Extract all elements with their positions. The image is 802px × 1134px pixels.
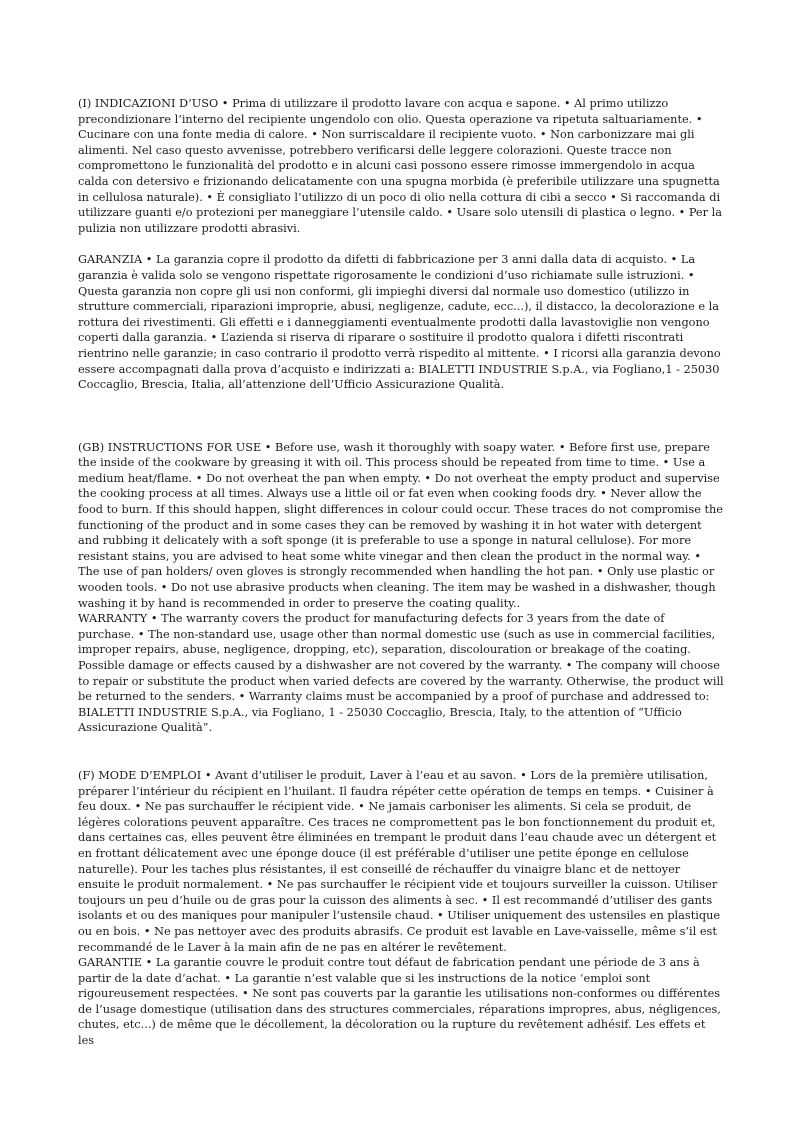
french-warranty: GARANTIE • La garantie couvre le produit contre tout défaut de fabrication pendant une période de 3 ans à partir de la date d’achat. • La garantie n’est valable que si les instructions de la notice ‘emploi sont rigoureusement respectées. • Ne sont pas couverts par la garantie les utilisations non-conformes ou différentes de l’usage domestique (utilisation dans des structures commerciales, réparations impropres, abus, négligences, chutes, etc...) de même que le décollement, la décoloration ou la rupture du revêtement adhésif. Les effets et les: [78, 956, 721, 1048]
english-warranty: WARRANTY • The warranty covers the product for manufacturing defects for 3 years from the date of purchase. • The non-standard use, usage other than normal domestic use (such as use in commercial facilities, improper repairs, abuse, negligence, dropping, etc), separation, discolouration or breakage of the coating. Possible damage or effects caused by a dishwasher are not covered by the warranty. • The company will choose to repair or substitute the product when varied defects are covered by the warranty. Otherwise, the product will be returned to the senders. • Warranty claims must be accompanied by a proof of purchase and addressed to: BIALETTI INDUSTRIE S.p.A., via Fogliano, 1 - 25030 Coccaglio, Brescia, Italy, to the attention of “Ufficio Assicurazione Qualità”.: [78, 612, 724, 735]
document-page: [78, 96, 724, 1049]
italian-instructions: (I) INDICAZIONI D’USO • Prima di utilizzare il prodotto lavare con acqua e sapone. • Al primo utilizzo precondizionare l’interno del recipiente ungendolo con olio. Questa operazione va ripetuta saltuariamente. • Cucinare con una fonte media di calore. • Non surriscaldare il recipiente vuoto. • Non carbonizzare mai gli alimenti. Nel caso questo avvenisse, potrebbero verificarsi delle leggere colorazioni. Queste tracce non compromettono le funzionalità del prodotto e in alcuni casi possono essere rimosse immergendolo in acqua calda con detersivo e frizionando delicatamente con una spugna morbida (è preferibile utilizzare una spugnetta in cellulosa naturale). • È consigliato l’utilizzo di un poco di olio nella cottura di cibi a secco • Si raccomanda di utilizzare guanti e/o protezioni per maneggiare l’utensile caldo. • Usare solo utensili di plastica o legno. • Per la pulizia non utilizzare prodotti abrasivi.: [78, 97, 722, 235]
spacer: [78, 236, 724, 252]
french-instructions: (F) MODE D’EMPLOI • Avant d’utiliser le produit, Laver à l’eau et au savon. • Lors de la première utilisation, préparer l’intérieur du récipient en l’huilant. Il faudra répéter cette opération de temps en temps. • Cuisiner à feu doux. • Ne pas surchauffer le récipient vide. • Ne jamais carboniser les aliments. Si cela se produit, de légères colorations peuvent apparaître. Ces traces ne compromettent pas le bon fonctionnement du produit et, dans certaines cas, elles peuvent être éliminées en trempant le produit dans l’eau chaude avec un détergent et en frottant délicatement avec une éponge douce (il est préférable d’utiliser une petite éponge en cellulose naturelle). Pour les taches plus résistantes, il est conseillé de réchauffer du vinaigre blanc et de nettoyer ensuite le produit normalement. • Ne pas surchauffer le récipient vide et toujours surveiller la cuisson. Utiliser toujours un peu d’huile ou de gras pour la cuisson des aliments à sec. • Il est recommandé d’utiliser des gants isolants et ou des maniques pour manipuler l’ustensile chaud. • Utiliser uniquement des ustensiles en plastique ou en bois. • Ne pas nettoyer avec des produits abrasifs. Ce produit est lavable en Lave-vaisselle, même s’il est recommandé de le Laver à la main afin de ne pas en altérer le revêtement.: [78, 768, 721, 954]
italian-warranty: GARANZIA • La garanzia copre il prodotto da difetti di fabbricazione per 3 anni dalla data di acquisto. • La garanzia è valida solo se vengono rispettate rigorosamente le condizioni d’uso richiamate sulle istruzioni. • Questa garanzia non copre gli usi non conformi, gli impieghi diversi dal normale uso domestico (utilizzo in strutture commerciali, riparazioni improprie, abusi, negligenze, cadute, ecc...), il distacco, la decolorazione e la rottura dei rivestimenti. Gli effetti e i danneggiamenti eventualmente prodotti dalla lavastoviglie non vengono coperti dalla garanzia. • L’azienda si riserva di riparare o sostituire il prodotto qualora i difetti riscontrati rientrino nelle garanzie; in caso contrario il prodotto verrà rispedito al mittente. • I ricorsi alla garanzia devono essere accompagnati dalla prova d’acquisto e indirizzati a: BIALETTI INDUSTRIE S.p.A., via Fogliano,1 - 25030 Coccaglio, Brescia, Italia, all’attenzione dell’Ufficio Assicurazione Qualità.: [78, 253, 721, 392]
spacer: [78, 736, 724, 768]
spacer: [78, 393, 724, 440]
english-instructions: (GB) INSTRUCTIONS FOR USE • Before use, wash it thoroughly with soapy water. • Before first use, prepare the inside of the cookware by greasing it with oil. This process should be repeated from time to time. • Use a medium heat/flame. • Do not overheat the pan when empty. • Do not overheat the empty product and supervise the cooking process at all times. Always use a little oil or fat even when cooking foods dry. • Never allow the food to burn. If this should happen, slight differences in colour could occur. These traces do not compromise the functioning of the product and in some cases they can be removed by washing it in hot water with detergent and rubbing it delicately with a soft sponge (it is preferable to use a sponge in natural cellulose). For more resistant stains, you are advised to heat some white vinegar and then clean the product in the normal way. • The use of pan holders/ oven gloves is strongly recommended when handling the hot pan. • Only use plastic or wooden tools. • Do not use abrasive products when cleaning. The item may be washed in a dishwasher, though washing it by hand is recommended in order to preserve the coating quality..: [78, 440, 723, 610]
